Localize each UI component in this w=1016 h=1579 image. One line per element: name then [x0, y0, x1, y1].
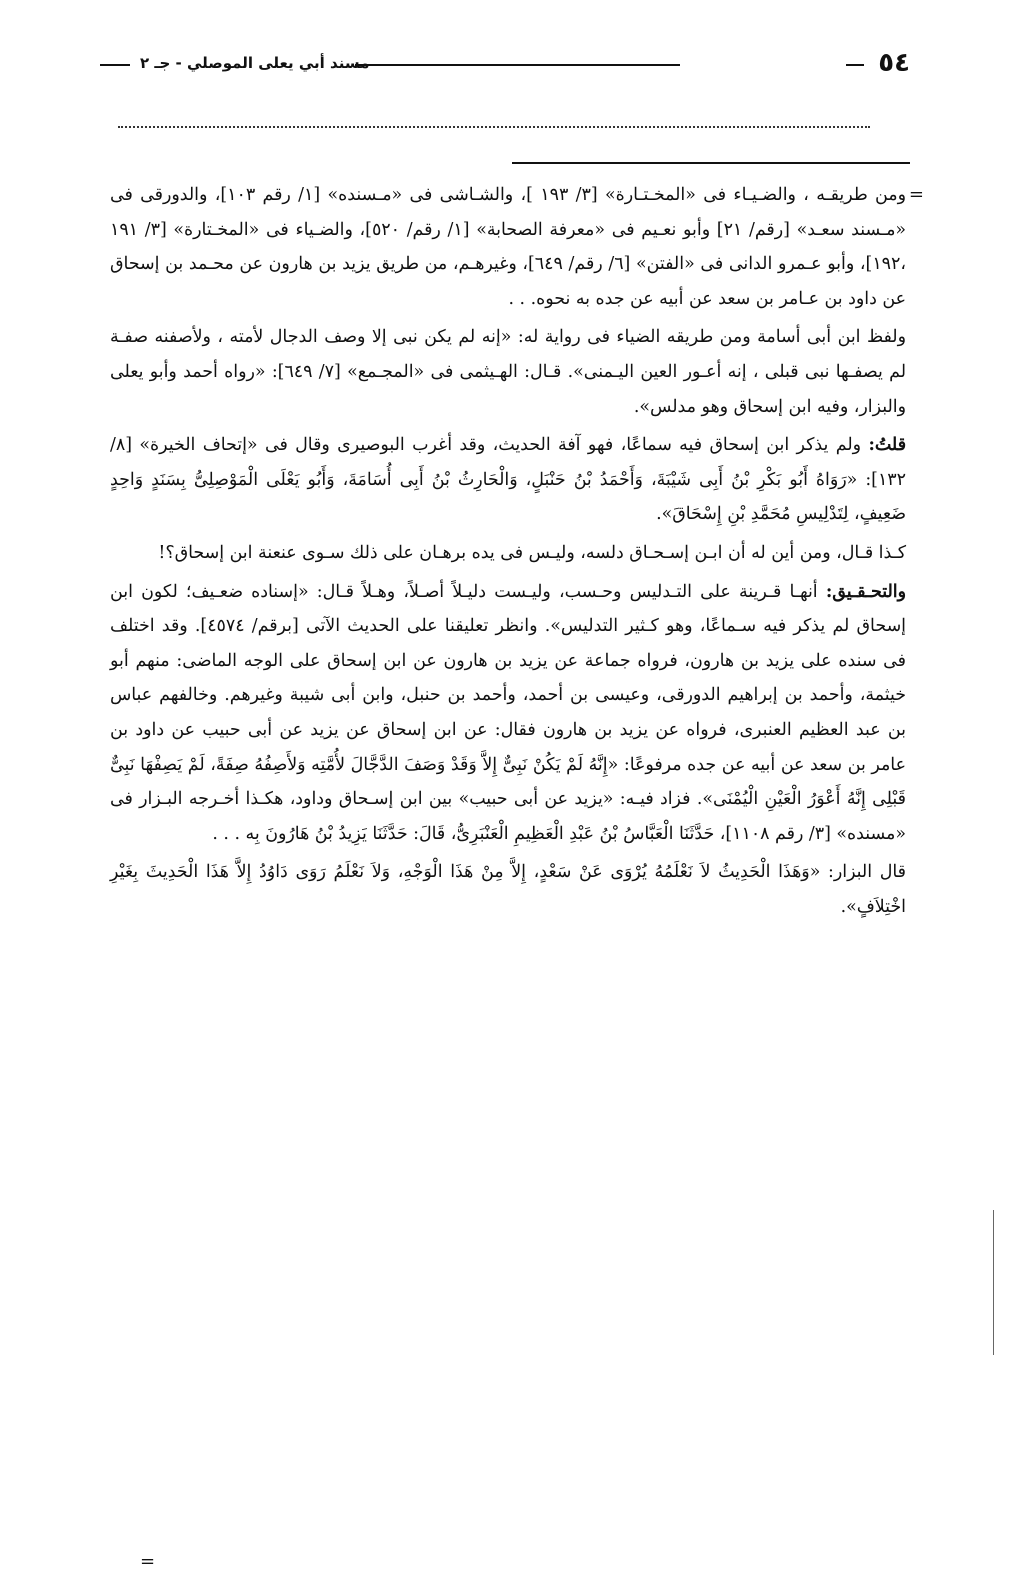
header-dash-right — [846, 64, 864, 66]
footnote-paragraph-5 — [110, 575, 906, 852]
page-header — [100, 48, 910, 80]
tahqiq-lead: والتحـقـيق: — [825, 581, 906, 602]
tahqiq-text: أنهـا قـرينة على التـدليس وحـسب، وليـست دليـلاً أصـلاً، وهـلاً قـال: «إسناده ضعـيف؛ لكون ابن إسحاق لم يذكر فيه سـماعًا، وهو كـثير التدليس». وانظر تعليقنا على الحديث الآتى [برقم/ ٤٥٧٤]. وقد اختلف فى سنده على يزيد بن هارون، فرواه جماعة عن يزيد بن هارون عن ابن إسحاق على الوجه الماضى: منهم أبو خيثمة، وأحمد بن إبراهيم الدورقى، وعيسى بن أحمد، وأحمد بن حنبل، وابن أبى شيبة وغيرهم. وخالفهم عباس بن عبد العظيم العنبرى، فرواه عن يزيد بن هارون فقال: عن ابن إسحاق عن يزيد عن أبى حبيب عن داود بن عامر بن سعد عن أبيه عن جده مرفوعًا: «إِنَّهُ لَمْ يَكُنْ نَبِىٌّ إِلاَّ وَقَدْ وَصَفَ الدَّجَّالَ لأُمَّتِه وَلأَصِفُهُ صِفَةً، لَمْ يَصِفْهَا نَبِىٌّ قَبْلِى إِنَّهُ أَعْوَرُ الْعَيْنِ الْيُمْنَى». فزاد فيـه: «يزيد عن أبى حبيب» بين ابن إسـحاق وداود، هكـذا أخـرجه البـزار فى «مسنده» [٣/ رقم ١١٠٨]، حَدَّثَنَا الْعَبَّاسُ بْنُ عَبْدِ الْعَظِيمِ الْعَنْبَرِىُّ، قَالَ: حَدَّثَنَا يَزِيدُ بْنُ هَارُونَ بِه . . . — [110, 581, 906, 844]
dotted-separator — [118, 126, 870, 128]
footnote-paragraph-2: ولفظ ابن أبى أسامة ومن طريقه الضياء فى رواية له: «إنه لم يكن نبى إلا وصف الدجال لأمته ، ولأصفنه صفـة لم يصفـها نبى قبلى ، إنه أعـور العين اليـمنى». قـال: الهـيثمى فى «المجـمع» [٧/ ٦٤٩]: «رواه أحمد وأبو يعلى والبزار، وفيه ابن إسحاق وهو مدلس». — [110, 327, 907, 417]
footnote-paragraph-6: قال البزار: «وَهَذَا الْحَدِيثُ لاَ نَعْلَمُهُ يُرْوَى عَنْ سَعْدٍ، إِلاَّ مِنْ هَذَا الْوَجْهِ، وَلاَ نَعْلَمُ رَوَى دَاوُدُ إِلاَّ هَذَا الْحَدِيثَ بِغَيْرِ اخْتِلاَفٍ». — [110, 862, 906, 917]
footnote-paragraph-1: ومن طريقـه ، والضـيـاء فى «المخـتـارة» [٣/ ١٩٣ ]، والشـاشى فى «مـسنده» [١/ رقم ١٠٣]، والدورقى فى «مـسند سعـد» [رقم/ ٢١] وأبو نعـيم فى «معرفة الصحابة» [١/ رقم/ ٥٢٠]، والضـياء فى «المخـتارة» [٣/ ١٩١ ،١٩٢]، وأبو عـمرو الدانى فى «الفتن» [٦/ رقم/ ٦٤٩]، وغيرهـم، من طريق يزيد بن هارون عن محـمد بن إسحاق عن داود بن عـامر بن سعد عن أبيه عن جده به نحوه. . . — [110, 185, 907, 309]
running-title: مسند أبي يعلى الموصلي - جـ ٢ — [140, 54, 370, 72]
continues-marker: = — [140, 1551, 156, 1572]
continuation-marker: = — [908, 184, 924, 205]
footnote-rule — [512, 162, 910, 164]
qultu-text: ولم يذكر ابن إسحاق فيه سماعًا، فهو آفة الحديث، وقد أغرب البوصيرى وقال فى «إتحاف الخيرة» [٨/ ١٣٢]: «رَوَاهُ أَبُو بَكْرِ بْنُ أَبِى شَيْبَةَ، وَأَحْمَدُ بْنُ حَنْبَلٍ، وَالْحَارِثُ بْنُ أَبِى أُسَامَةَ، وَأَبُو يَعْلَى الْمَوْصِلِىُّ بِسَنَدٍ وَاحِدٍ ضَعِيفٍ، لِتَدْلِيسِ مُحَمَّدِ بْنِ إِسْحَاقَ». — [110, 435, 906, 525]
margin-line — [993, 1210, 994, 1355]
header-dash-left — [100, 64, 130, 66]
header-rule — [355, 64, 680, 66]
footnote-paragraph-4: كـذا قـال، ومن أين له أن ابـن إسـحـاق دلسه، وليـس فى يده برهـان على ذلك سـوى عنعنة ابن إسحاق؟! — [158, 542, 906, 563]
footnote-body — [110, 178, 906, 928]
footnote-paragraph-3 — [110, 428, 906, 532]
qultu-lead: قلتُ: — [868, 435, 907, 456]
page-number: ٥٤ — [878, 48, 910, 78]
